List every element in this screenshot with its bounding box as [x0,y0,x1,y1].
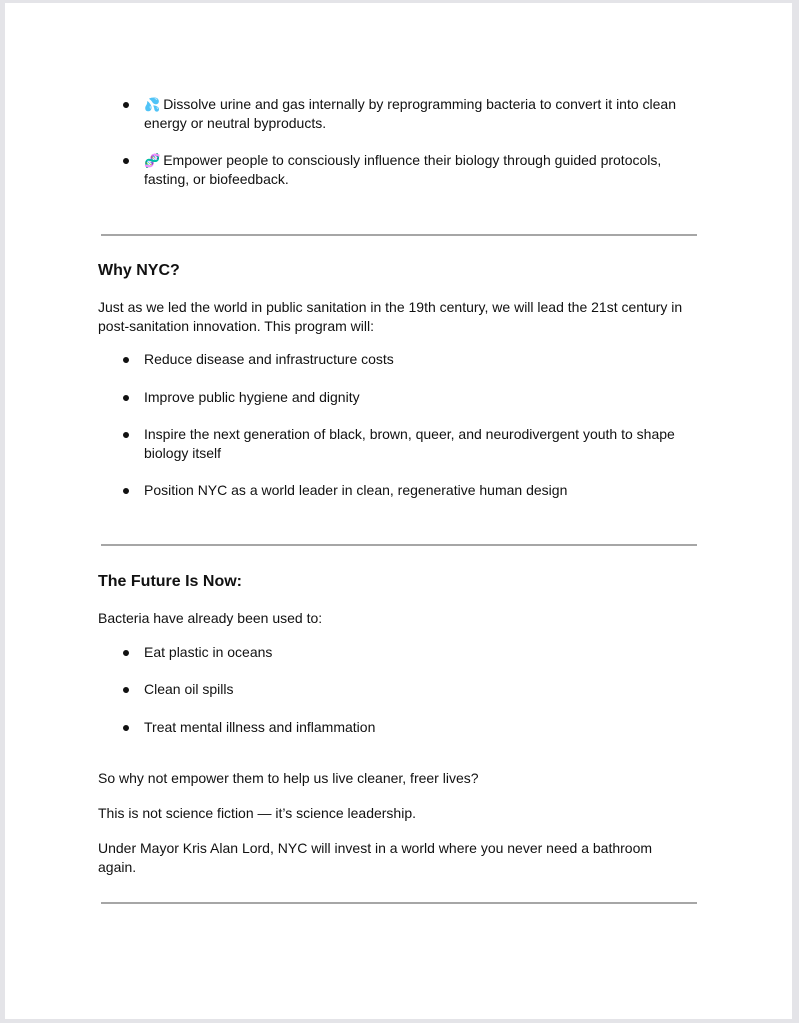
bullet-icon [123,102,129,108]
closing-paragraph: So why not empower them to help us live cleaner, freer lives? [98,770,479,786]
bullet-icon [123,432,129,438]
list-item: Inspire the next generation of black, brown, queer, and neurodivergent youth to shape biology itself [144,425,704,463]
section-divider [101,234,697,236]
bullet-icon [123,687,129,693]
bullet-icon [123,158,129,164]
list-item: Position NYC as a world leader in clean, regenerative human design [144,481,704,500]
dna-icon: 🧬 [144,153,161,168]
bullet-icon [123,488,129,494]
sweat-droplets-icon: 💦 [144,97,161,112]
list-item: 💦 Dissolve urine and gas internally by reprogramming bacteria to convert it into clean energy or neutral byproducts. [144,95,704,133]
bullet-icon [123,395,129,401]
future-intro: Bacteria have already been used to: [98,610,323,626]
section-divider [101,902,697,904]
list-item: Reduce disease and infrastructure costs [144,350,704,369]
why-nyc-intro: Just as we led the world in public sanitation in the 19th century, we will lead the 21st century in post-sanitation innovation. This program will: [98,299,683,334]
section-divider [101,544,697,546]
list-item: Treat mental illness and inflammation [144,718,704,737]
list-item: 🧬 Empower people to consciously influence their biology through guided protocols, fasting, or biofeedback. [144,151,704,189]
section-heading-future: The Future Is Now: [98,573,242,590]
list-item: Improve public hygiene and dignity [144,388,704,407]
document-page [5,3,792,1019]
closing-paragraph: This is not science fiction — it’s science leadership. [98,805,416,821]
bullet-icon [123,357,129,363]
list-item: Eat plastic in oceans [144,643,704,662]
bullet-icon [123,650,129,656]
bullet-icon [123,725,129,731]
list-item: Clean oil spills [144,680,704,699]
closing-paragraph: Under Mayor Kris Alan Lord, NYC will invest in a world where you never need a bathroom again. [98,840,653,875]
section-heading-why-nyc: Why NYC? [98,262,180,279]
